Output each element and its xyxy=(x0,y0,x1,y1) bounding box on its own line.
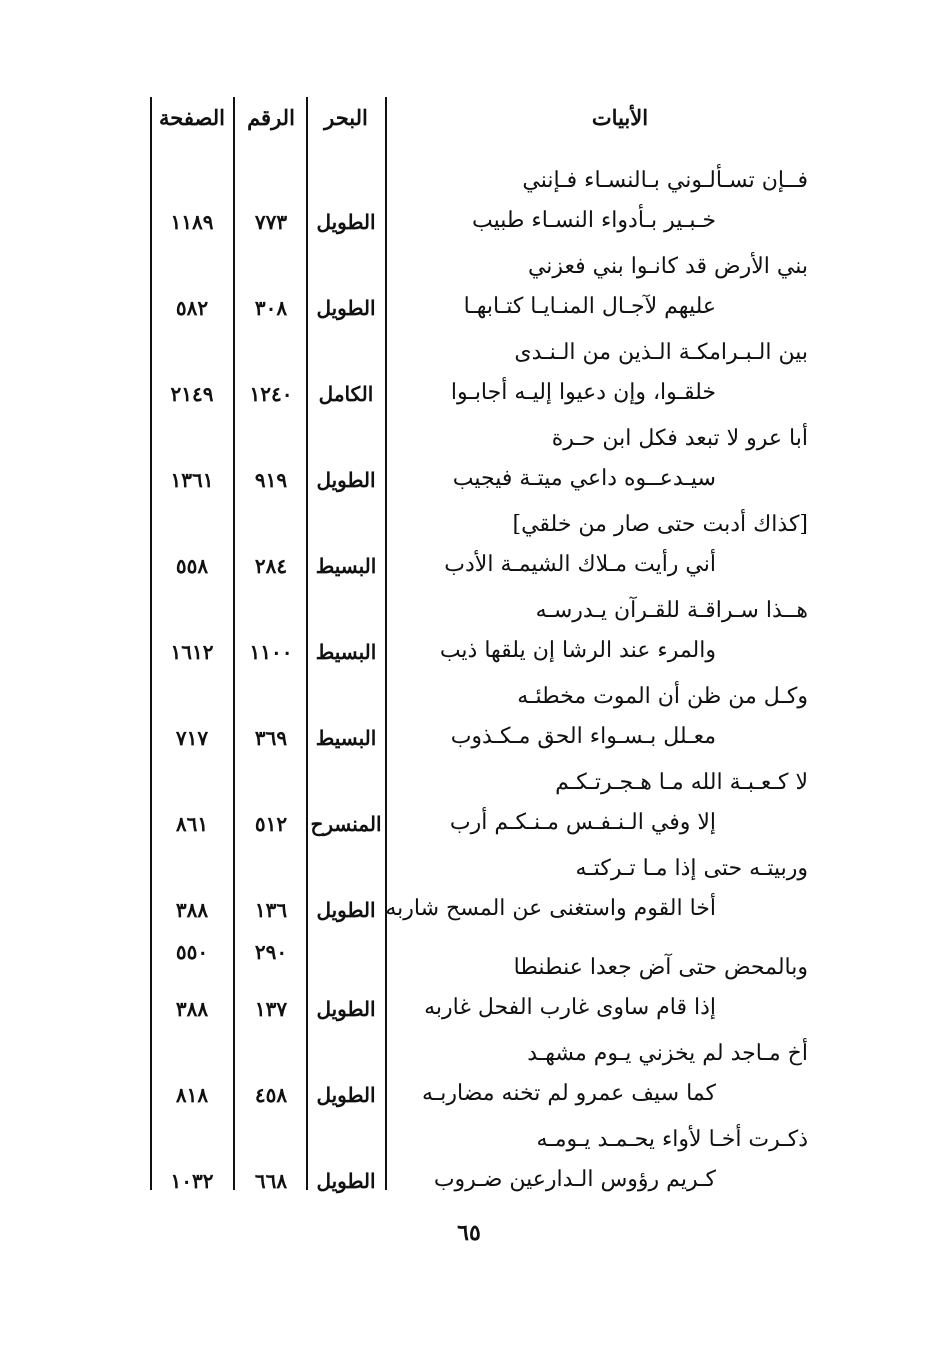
verse-line-1: ذكـرت أخـا لأواء يحـمـد يـومـه xyxy=(536,1127,808,1152)
number-cell: ١٣٧ xyxy=(254,997,288,1021)
verse-line-2: خلقـوا، وإن دعيوا إليـه أجابـوا xyxy=(450,380,716,405)
verse-line-2: إذا قام ساوى غارب الفحل غاربه xyxy=(424,995,716,1020)
number-cell-secondary: ٢٩٠ xyxy=(254,940,288,964)
verse-line-1: هــذا سـراقـة للقـرآن يـدرسـه xyxy=(535,598,808,623)
page-cell: ١١٨٩ xyxy=(170,210,214,234)
meter-cell: الكامل xyxy=(318,382,374,406)
page-cell: ٢١٤٩ xyxy=(170,382,214,406)
number-cell: ٧٧٣ xyxy=(254,210,288,234)
meter-cell: المنسرح xyxy=(310,812,382,836)
meter-cell: البسيط xyxy=(315,640,377,664)
verse-line-2: عليهم لآجـال المنـايـا كتـابهـا xyxy=(463,294,716,319)
meter-cell: الطويل xyxy=(316,468,376,492)
number-cell: ٦٦٨ xyxy=(254,1169,288,1193)
page-cell: ٨١٨ xyxy=(175,1083,209,1107)
column-divider xyxy=(233,97,235,1190)
meter-cell: البسيط xyxy=(315,726,377,750)
header-verses: الأبيات xyxy=(591,105,649,130)
page-number: ٦٥ xyxy=(457,1220,481,1246)
page-cell: ٧١٧ xyxy=(175,726,209,750)
page-cell: ٣٨٨ xyxy=(175,997,209,1021)
verse-line-1: بين الـبـرامكـة الـذين من الـنـدى xyxy=(514,340,808,365)
meter-cell: الطويل xyxy=(316,997,376,1021)
number-cell: ٤٥٨ xyxy=(254,1083,288,1107)
number-cell: ١١٠٠ xyxy=(249,640,293,664)
number-cell: ٩١٩ xyxy=(254,468,288,492)
page-cell: ٨٦١ xyxy=(175,812,209,836)
verse-line-2: والمرء عند الرشا إن يلقها ذيب xyxy=(439,638,716,663)
meter-cell: البسيط xyxy=(315,554,377,578)
meter-cell: الطويل xyxy=(316,210,376,234)
verse-line-1: وكـل من ظن أن الموت مخطئـه xyxy=(517,684,808,709)
page-cell: ٥٥٨ xyxy=(175,554,209,578)
page-cell: ٥٨٢ xyxy=(175,296,209,320)
meter-cell: الطويل xyxy=(316,296,376,320)
verse-line-2: خـبـير بـأدواء النسـاء طبيب xyxy=(472,208,716,233)
verse-line-2: كـريم رؤوس الـدارعين ضـروب xyxy=(433,1167,716,1192)
header-page: الصفحة xyxy=(159,105,225,130)
verse-line-1: [كذاك أدبت حتى صار من خلقي] xyxy=(512,512,808,537)
verse-line-1: أبا عرو لا تبعد فكل ابن حـرة xyxy=(551,426,808,451)
page-cell: ١٠٣٢ xyxy=(170,1169,214,1193)
column-divider xyxy=(150,97,152,1190)
verse-line-1: بني الأرض قد كانـوا بني فعزني xyxy=(527,254,808,279)
meter-cell: الطويل xyxy=(316,1083,376,1107)
verse-line-1: أخ مـاجد لم يخزني يـوم مشهـد xyxy=(527,1041,808,1066)
verse-line-1: وبالمحض حتى آض جعدا عنطنطا xyxy=(513,955,808,980)
number-cell: ٢٨٤ xyxy=(254,554,288,578)
verse-line-1: لا كـعـبـة الله مـا هـجـرتـكـم xyxy=(555,770,808,795)
page-cell: ١٦١٢ xyxy=(170,640,214,664)
meter-cell: الطويل xyxy=(316,1169,376,1193)
number-cell: ٣٠٨ xyxy=(254,296,288,320)
verse-line-1: فــإن تسـألـوني بـالنسـاء فـإنني xyxy=(522,168,808,193)
verse-line-1: وربيتـه حتى إذا مـا تـركتـه xyxy=(575,856,808,881)
header-number: الرقم xyxy=(247,105,295,130)
number-cell: ٥١٢ xyxy=(254,812,288,836)
verse-line-2: سيـدعــوه داعي ميتـة فيجيب xyxy=(452,466,716,491)
page-cell: ١٣٦١ xyxy=(170,468,214,492)
verse-line-2: كما سيف عمرو لم تخنه مضاربـه xyxy=(422,1081,716,1106)
page-cell-secondary: ٥٥٠ xyxy=(175,940,209,964)
header-meter: البحر xyxy=(324,105,368,130)
number-cell: ٣٦٩ xyxy=(254,726,288,750)
number-cell: ١٢٤٠ xyxy=(249,382,293,406)
meter-cell: الطويل xyxy=(316,898,376,922)
page-cell: ٣٨٨ xyxy=(175,898,209,922)
verse-line-2: أخا القوم واستغنى عن المسح شاربه xyxy=(385,896,716,921)
verse-line-2: معـلل بـسـواء الحق مـكـذوب xyxy=(450,724,716,749)
verse-line-2: إلا وفي الـنـفـس مـنـكـم أرب xyxy=(449,810,716,835)
verse-line-2: أني رأيت مـلاك الشيمـة الأدب xyxy=(444,552,716,577)
number-cell: ١٣٦ xyxy=(254,898,288,922)
